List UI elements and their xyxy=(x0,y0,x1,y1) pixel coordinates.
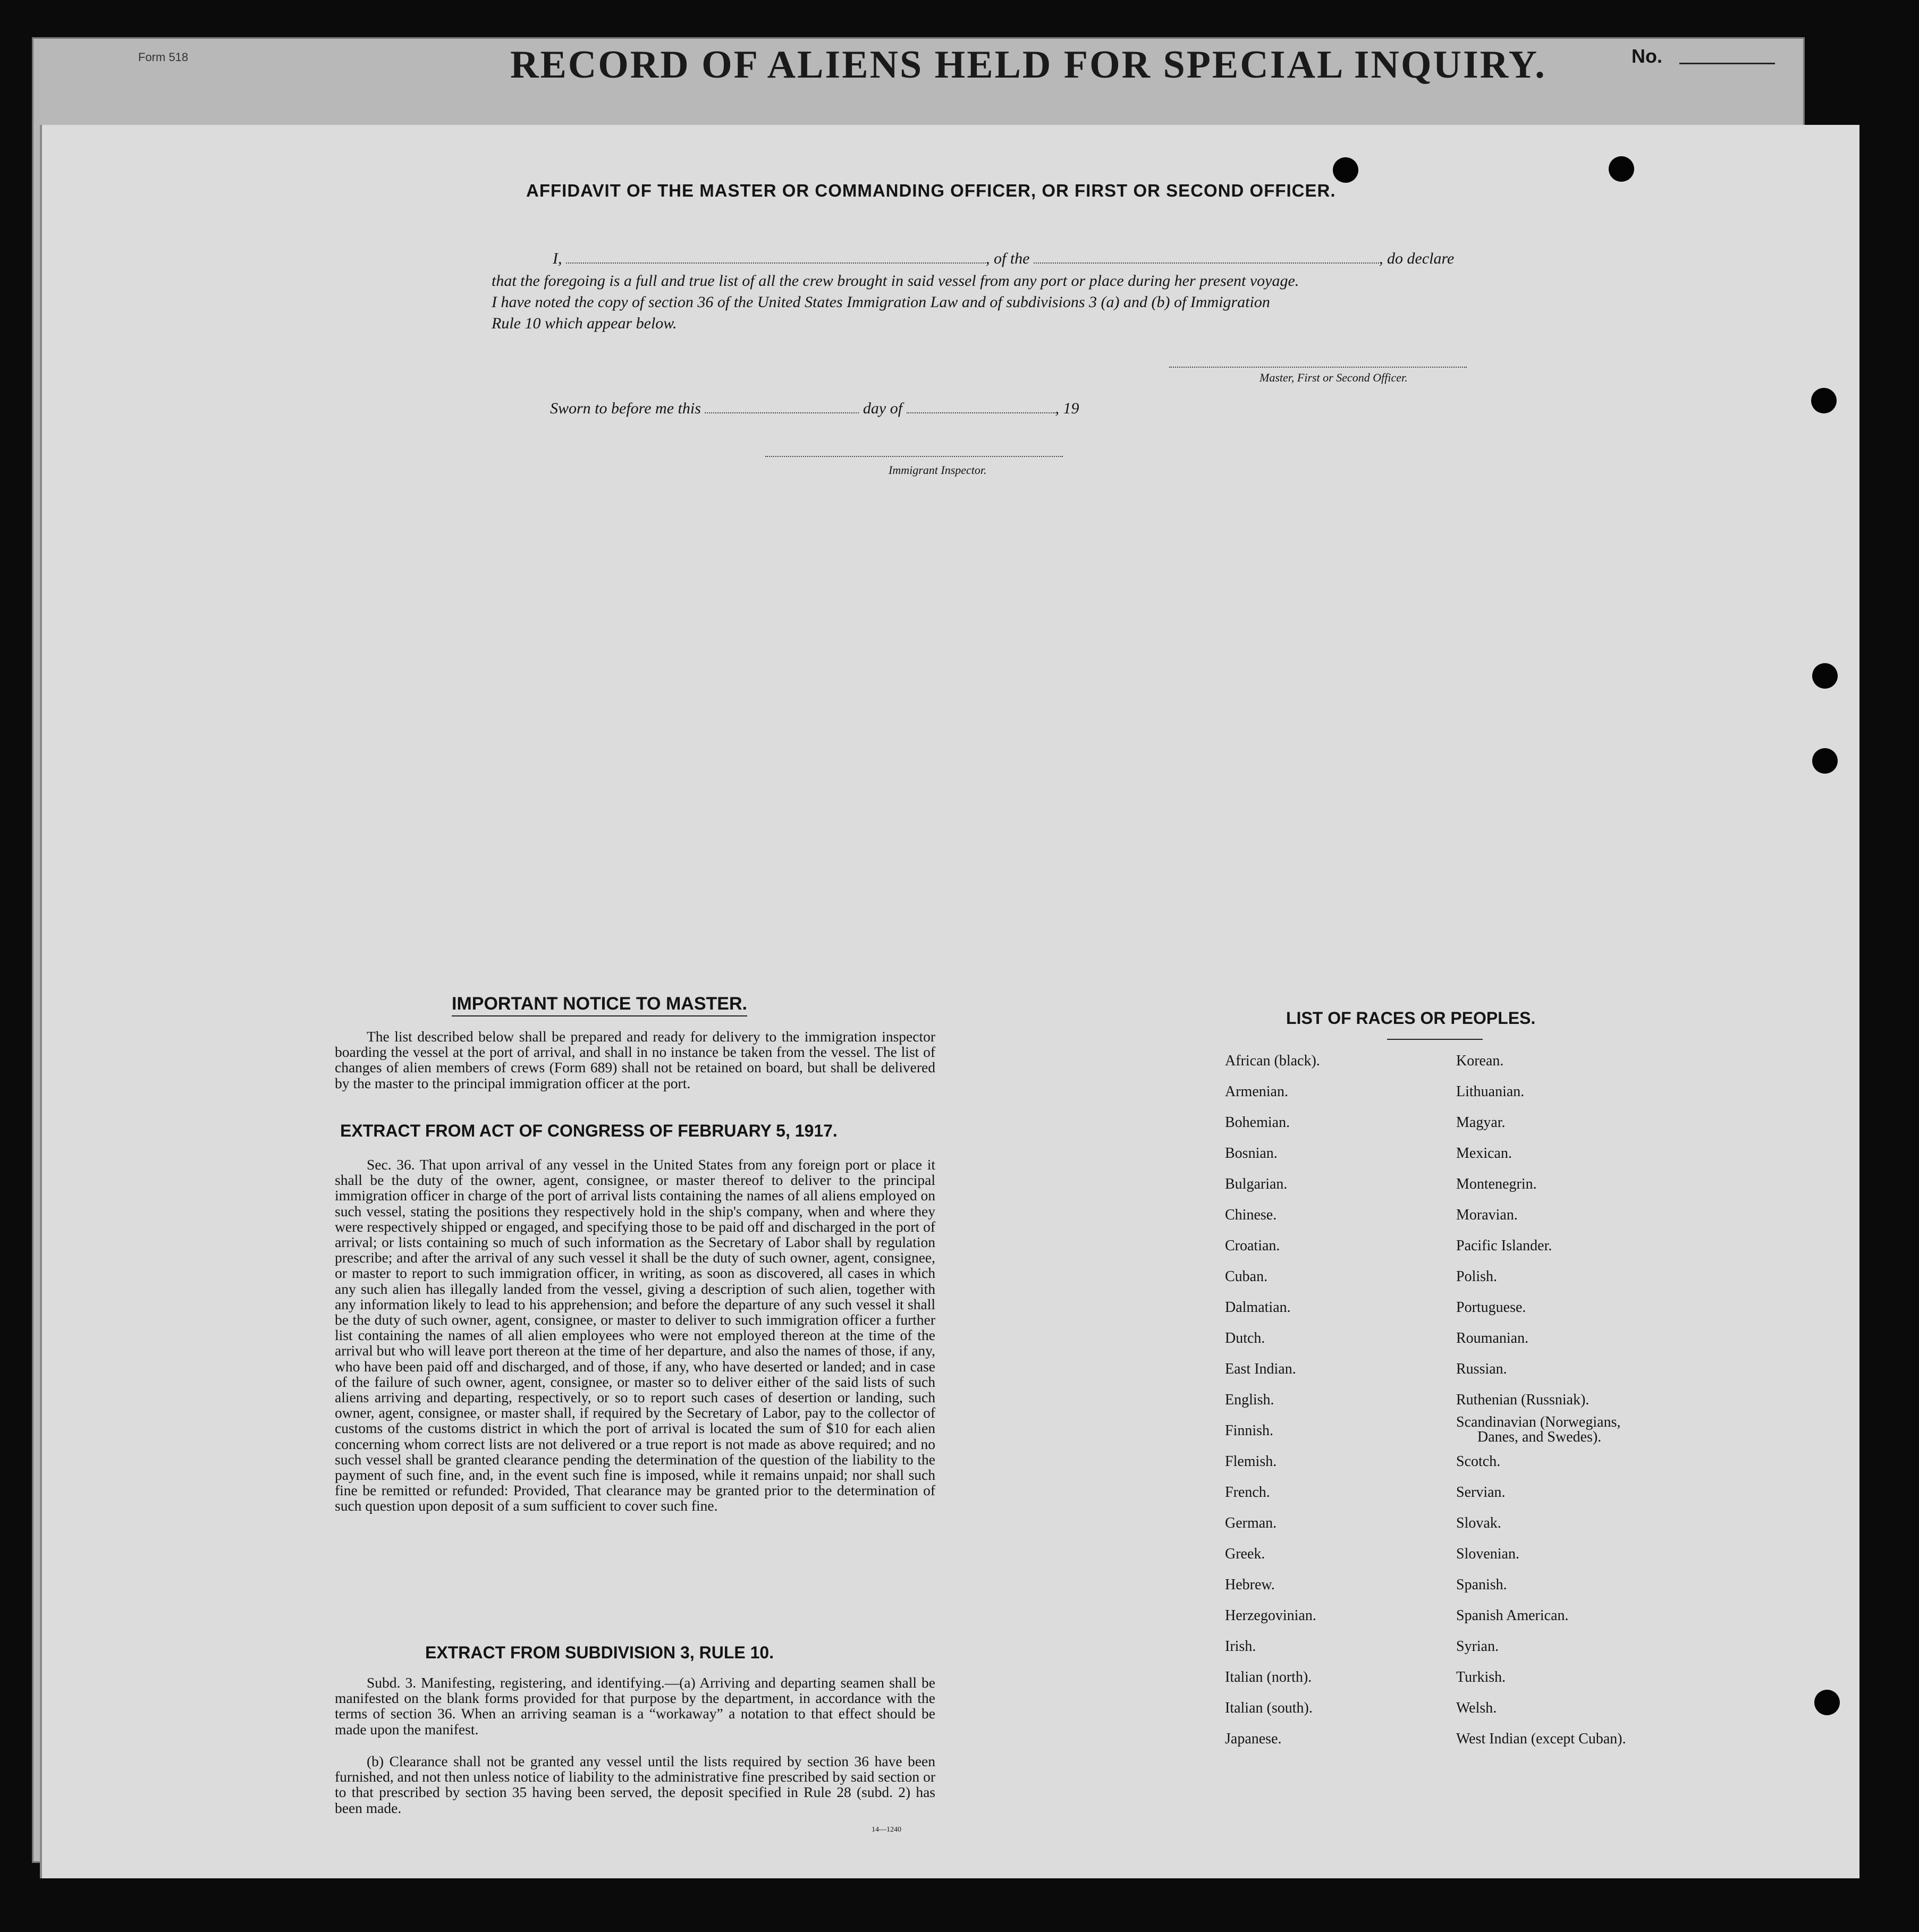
race-item: Bosnian. xyxy=(1225,1145,1278,1162)
race-item: Slovenian. xyxy=(1456,1546,1519,1562)
inspector-caption: Immigrant Inspector. xyxy=(889,463,987,477)
race-item: Dutch. xyxy=(1225,1330,1265,1346)
race-item: Greek. xyxy=(1225,1546,1265,1562)
race-item: Croatian. xyxy=(1225,1238,1280,1254)
rule-extract-body-a: Subd. 3. Manifesting, registering, and identifying.—(a) Arriving and departing seamen shall be manifested on the blank forms provided for that purpose by the department, in accordance with the terms of section 36. When an arriving seaman is a “workaway” a notation to that effect should be made upon the manifest. xyxy=(335,1674,935,1738)
race-item-continuation: Danes, and Swedes). xyxy=(1477,1429,1602,1445)
race-item: Italian (north). xyxy=(1225,1669,1312,1685)
race-item: English. xyxy=(1225,1392,1274,1408)
declarant-name-field[interactable] xyxy=(566,262,986,264)
race-item: East Indian. xyxy=(1225,1361,1296,1377)
race-item: Turkish. xyxy=(1456,1669,1506,1685)
notice-title: IMPORTANT NOTICE TO MASTER. xyxy=(452,994,747,1016)
punch-hole xyxy=(1812,663,1838,689)
race-item: Montenegrin. xyxy=(1456,1176,1537,1192)
race-item: Hebrew. xyxy=(1225,1577,1275,1593)
race-item: Flemish. xyxy=(1225,1453,1277,1470)
race-item: Scandinavian (Norwegians, Danes, and Swedes). xyxy=(1456,1415,1626,1446)
declaration-line xyxy=(553,250,1454,268)
master-signature-field[interactable] xyxy=(1169,367,1467,368)
declare-label: , do declare xyxy=(1379,250,1455,267)
punch-hole xyxy=(1609,156,1634,182)
race-item: Syrian. xyxy=(1456,1638,1499,1655)
record-number-blank xyxy=(1679,63,1775,64)
race-item: Welsh. xyxy=(1456,1700,1497,1716)
race-item: African (black). xyxy=(1225,1053,1320,1069)
race-item: Finnish. xyxy=(1225,1422,1274,1439)
race-item: Italian (south). xyxy=(1225,1700,1313,1716)
race-item: Armenian. xyxy=(1225,1083,1288,1100)
form-number: Form 518 xyxy=(138,50,189,64)
race-item: Magyar. xyxy=(1456,1114,1506,1131)
race-item: Polish. xyxy=(1456,1268,1498,1285)
affidavit-title: AFFIDAVIT OF THE MASTER OR COMMANDING OFFICER, OR FIRST OR SECOND OFFICER. xyxy=(526,181,1336,200)
inspector-signature-field[interactable] xyxy=(765,456,1063,457)
punch-hole xyxy=(1812,748,1838,774)
race-item: Russian. xyxy=(1456,1361,1507,1377)
rule-extract-title: EXTRACT FROM SUBDIVISION 3, RULE 10. xyxy=(425,1643,774,1662)
sworn-month-field[interactable] xyxy=(907,412,1055,413)
race-item: Moravian. xyxy=(1456,1207,1518,1223)
record-title: RECORD OF ALIENS HELD FOR SPECIAL INQUIRY. xyxy=(510,43,1546,87)
punch-hole xyxy=(1333,157,1358,183)
race-item: German. xyxy=(1225,1515,1277,1531)
races-right-column xyxy=(1456,1054,1626,1762)
race-item: Portuguese. xyxy=(1456,1299,1526,1316)
vessel-label: , of the xyxy=(986,250,1030,267)
declaration-text-3: I have noted the copy of section 36 of the United States Immigration Law and of subdivisions 3 (a) and (b) of Immigration xyxy=(492,293,1270,311)
race-item: Irish. xyxy=(1225,1638,1256,1655)
race-item: Cuban. xyxy=(1225,1268,1268,1285)
race-item: Roumanian. xyxy=(1456,1330,1529,1346)
race-item: Spanish. xyxy=(1456,1577,1507,1593)
declaration-text-4: Rule 10 which appear below. xyxy=(492,315,677,332)
race-item: Lithuanian. xyxy=(1456,1083,1525,1100)
vessel-name-field[interactable] xyxy=(1034,262,1379,264)
race-item: Ruthenian (Russniak). xyxy=(1456,1392,1590,1408)
print-code: 14—1240 xyxy=(872,1826,901,1834)
race-item: West Indian (except Cuban). xyxy=(1456,1731,1626,1747)
master-caption: Master, First or Second Officer. xyxy=(1259,371,1408,384)
races-rule xyxy=(1387,1039,1483,1040)
punch-hole xyxy=(1811,388,1837,413)
rule-extract-body-b: (b) Clearance shall not be granted any vessel until the lists required by section 36 have been furnished, and not then unless notice of liability to the administrative fine prescribed by said section or to that prescribed by section 35 having been served, the deposit specified in Rule 28 (subd. 2) has been made. xyxy=(335,1753,935,1816)
race-item: Spanish American. xyxy=(1456,1607,1569,1624)
declaration-text-2: that the foregoing is a full and true list of all the crew brought in said vessel from any port or place during her present voyage. xyxy=(492,272,1299,290)
month-label: day of xyxy=(863,400,903,417)
record-header xyxy=(11,0,1780,101)
race-item: Slovak. xyxy=(1456,1515,1501,1531)
race-item: Scotch. xyxy=(1456,1453,1501,1470)
sworn-day-field[interactable] xyxy=(705,412,859,413)
sworn-line xyxy=(550,400,1079,418)
declarant-label: I, xyxy=(553,250,562,267)
race-item: French. xyxy=(1225,1484,1270,1501)
race-item: Korean. xyxy=(1456,1053,1504,1069)
act-extract-title: EXTRACT FROM ACT OF CONGRESS OF FEBRUARY 5, 1917. xyxy=(340,1121,838,1140)
record-number-label: No. xyxy=(1631,45,1662,67)
race-item: Japanese. xyxy=(1225,1731,1282,1747)
race-item: Servian. xyxy=(1456,1484,1506,1501)
races-left-column xyxy=(1225,1054,1320,1762)
race-item: Bohemian. xyxy=(1225,1114,1290,1131)
race-item: Mexican. xyxy=(1456,1145,1512,1162)
race-item: Chinese. xyxy=(1225,1207,1277,1223)
race-item: Pacific Islander. xyxy=(1456,1238,1552,1254)
race-item: Bulgarian. xyxy=(1225,1176,1288,1192)
sworn-label: Sworn to before me this xyxy=(550,400,701,417)
notice-body: The list described below shall be prepared and ready for delivery to the immigration inspector boarding the vessel at the port of arrival, and shall in no instance be taken from the vessel. The list of changes of alien members of crews (Form 689) shall not be retained on board, but shall be delivered by the master to the principal immigration officer at the port. xyxy=(335,1028,935,1091)
race-item: Dalmatian. xyxy=(1225,1299,1291,1316)
punch-hole xyxy=(1814,1690,1840,1715)
race-item: Herzegovinian. xyxy=(1225,1607,1316,1624)
races-title: LIST OF RACES OR PEOPLES. xyxy=(1286,1009,1536,1028)
act-extract-body: Sec. 36. That upon arrival of any vessel in the United States from any foreign port or place it shall be the duty of the owner, agent, consignee, or master thereof to deliver to the principal immigration officer in charge of the port of arrival lists containing the names of all aliens employed on such vessel, stating the positions they respectively hold in the ship's company, when and where they were respectively shipped or engaged, and specifying those to be paid off and discharged in the port of arrival; or lists containing so much of such information as the Secretary of Labor shall by regulation prescribe; and after the arrival of any such vessel it shall be the duty of such owner, agent, consignee, or master to report to such immigration officer, in writing, as soon as discovered, all cases in which any such alien has illegally landed from the vessel, giving a description of such alien, together with any information likely to lead to his apprehension; and before the departure of any such vessel it shall be the duty of such owner, agent, consignee, or master to deliver to such immigration officer a further list containing the names of all alien employees who were not employed thereon at the time of the arrival but who will leave port thereon at the time of her departure, and also the names of those, if any, who have been paid off and discharged, and of those, if any, who have deserted or landed; and in case of the failure of such owner, agent, consignee, or master so to deliver either of the said lists of such aliens arriving and departing, respectively, or so to report such cases of desertion or landing, such owner, agent, consignee, or master shall, if required by the Secretary of Labor, pay to the collector of customs of the customs district in which the port of arrival is located the sum of $10 for each alien concerning whom correct lists are not delivered or a true report is not made as above required; and no such vessel shall be granted clearance pending the determination of the question of the liability to the payment of such fine, and, in the event such fine is imposed, while it remains unpaid; nor shall such fine be remitted or refunded: Provided, That clearance may be granted prior to the determination of such question upon deposit of a sum sufficient to cover such fine. xyxy=(335,1156,935,1514)
year-label: , 19 xyxy=(1055,400,1079,417)
